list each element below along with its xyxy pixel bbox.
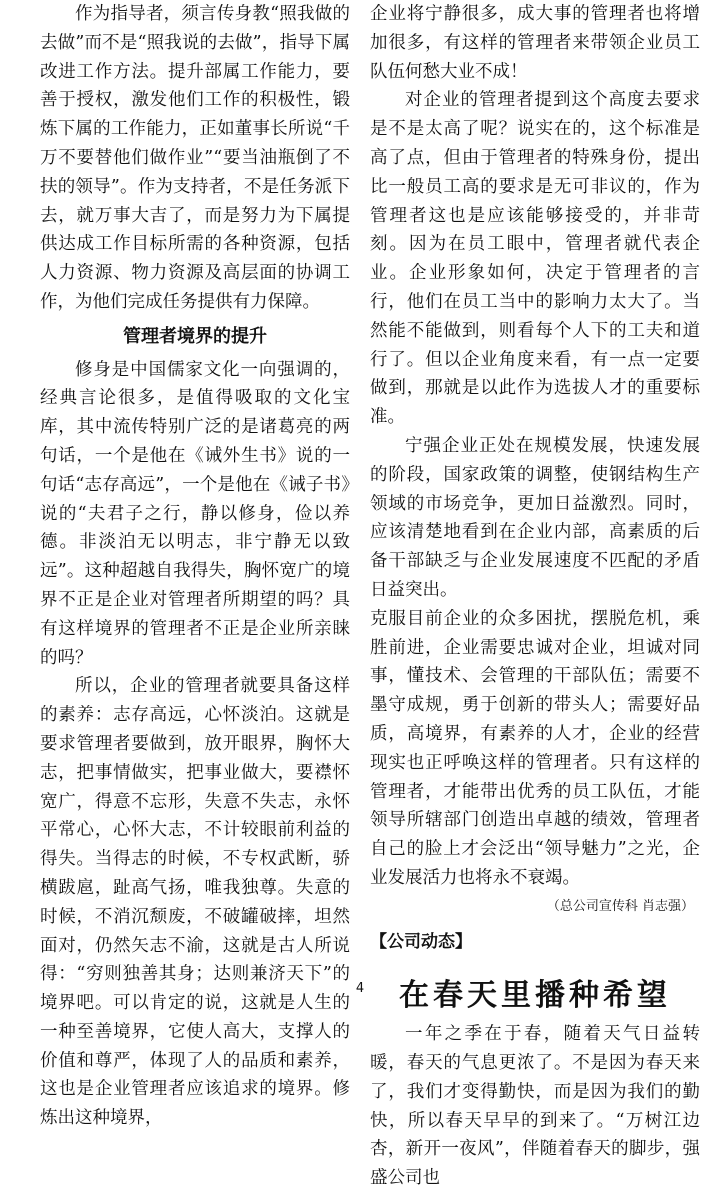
company-news-tag: 【公司动态】 bbox=[370, 931, 472, 952]
right-paragraph-4: 克服目前企业的众多困扰，摆脱危机，乘胜前进，企业需要忠诚对企业，坦诚对同事，懂技术、会管理的干部队伍；需要不墨守成规，勇于创新的带头人；需要好品质，高境界，有素养的人才，企业的经营现实也正呼唤这样的管理者。只有这样的管理者，才能带出优秀的员工队伍，才能领导所辖部门创造出卓越的绩效，管理者自己的脸上才会泛出“领导魅力”之光，企业发展活力也将永不衰竭。 bbox=[370, 608, 700, 888]
right-paragraph-1: 企业将宁静很多，成大事的管理者也将增加很多，有这样的管理者来带领企业员工队伍何愁大业不成！ bbox=[370, 4, 700, 82]
right-paragraph-5: 一年之季在于春，随着天气日益转暖，春天的气息更浓了。不是因为春天来了，我们才变得勤快，而是因为我们的勤快，所以春天早早的到来了。“万树江边杏，新开一夜风”，伴随着春天的脚步，强盛公司也 bbox=[370, 1024, 700, 1189]
page-number: 4 bbox=[355, 981, 365, 996]
right-paragraph-2: 对企业的管理者提到这个高度去要求是不是太高了呢？说实在的，这个标准是高了点，但由于管理者的特殊身份，提出比一般员工高的要求是无可非议的，作为管理者这也是应该能够接受的，并非苛刻。因为在员工眼中，管理者就代表企业。企业形象如何，决定于管理者的言行，他们在员工当中的影响力太大了。当然能不能做到，则看每个人下的工夫和道行了。但以企业角度来看，有一点一定要做到，那就是以此作为选拔人才的重要标准。 bbox=[370, 90, 700, 428]
section-heading: 管理者境界的提升 bbox=[123, 325, 267, 347]
right-column bbox=[370, 0, 700, 1193]
right-paragraph-3: 宁强企业正处在规模发展，快速发展的阶段，国家政策的调整，使钢结构生产领域的市场竞争，更加日益激烈。同时，应该清楚地看到在企业内部，高素质的后备干部缺乏与企业发展速度不匹配的矛盾日益突出。 bbox=[370, 435, 700, 600]
article-banner-title: 在春天里播种希望 bbox=[399, 978, 671, 1014]
left-paragraph-3: 所以，企业的管理者就要具备这样的素养：志存高远，心怀淡泊。这就是要求管理者要做到，放开眼界，胸怀大志，把事情做实，把事业做大，要襟怀宽广，得意不忘形，失意不失志，永怀平常心，心怀大志，不计较眼前利益的得失。当得志的时候，不专权武断，骄横跋扈，趾高气扬，唯我独尊。失意的时候，不消沉颓废，不破罐破摔，坦然面对，仍然矢志不渝，这就是古人所说得：“穷则独善其身；达则兼济天下”的境界吧。可以肯定的说，这就是人生的一种至善境界，它使人高大，支撑人的价值和尊严，体现了人的品质和素养，这也是企业管理者应该追求的境界。修炼出这种境界， bbox=[40, 676, 350, 1129]
article-byline: （总公司宣传科 肖志强） bbox=[546, 898, 694, 914]
left-paragraph-1: 作为指导者，须言传身教“照我做的去做”而不是“照我说的去做”，指导下属改进工作方法。提升部属工作能力，要善于授权，激发他们工作的积极性，锻炼下属的工作能力，正如董事长所说“千万不要替他们做作业”“要当油瓶倒了不扶的领导”。作为支持者，不是任务派下去，就万事大吉了，而是努力为下属提供达成工作目标所需的各种资源，包括人力资源、物力资源及高层面的协调工作，为他们完成任务提供有力保障。 bbox=[40, 4, 350, 312]
left-paragraph-2: 修身是中国儒家文化一向强调的，经典言论很多，是值得吸取的文化宝库，其中流传特别广泛的是诸葛亮的两句话，一个是他在《诫外生书》说的一句话“志存高远”，一个是他在《诫子书》说的“夫君子之行，静以修身，俭以养德。非淡泊无以明志，非宁静无以致远”。这种超越自我得失，胸怀宽广的境界不正是企业对管理者所期望的吗？具有这样境界的管理者不正是企业所亲睐的吗？ bbox=[40, 359, 350, 668]
left-column bbox=[40, 0, 350, 1133]
